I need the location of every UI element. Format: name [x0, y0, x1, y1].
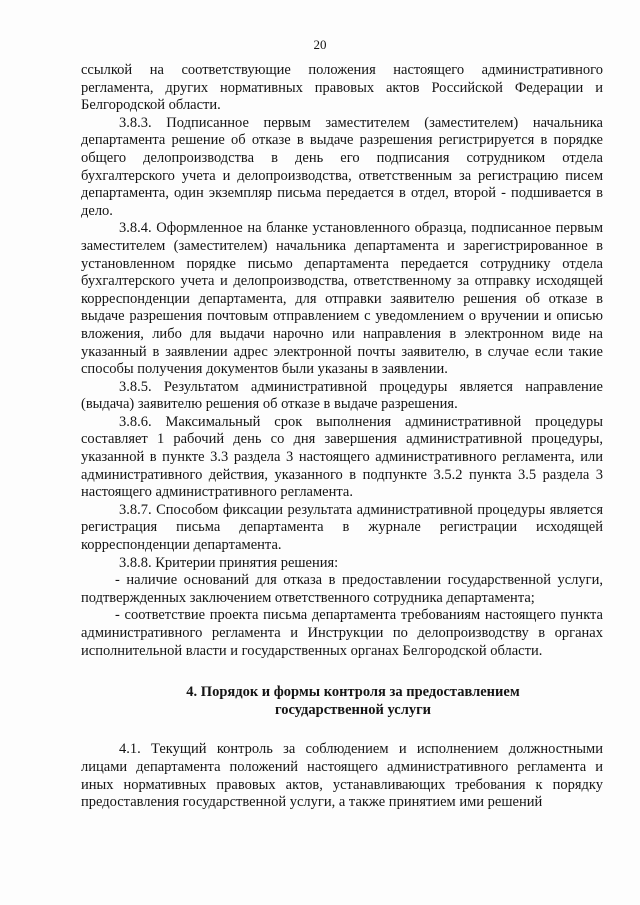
document-body	[81, 62, 603, 812]
paragraph-4-1: 4.1. Текущий контроль за соблюдением и исполнением должностными лицами департамента положений настоящего административного регламента и иных нормативных правовых актов, устанавливающих требования к порядку предоставления государственной услуги, а также принятием ими решений	[81, 741, 603, 811]
criteria-item-2: - соответствие проекта письма департамента требованиям настоящего пункта административного регламента и Инструкции по делопроизводству в органах исполнительной власти и государственных органах Белгородской области.	[81, 607, 603, 659]
paragraph-3-8-5: 3.8.5. Результатом административной процедуры является направление (выдача) заявителю решения об отказе в выдаче разрешения.	[81, 378, 603, 413]
section-heading	[81, 684, 603, 719]
paragraph-continuation: ссылкой на соответствующие положения настоящего административного регламента, других нормативных правовых актов Российской Федерации и Белгородской области.	[81, 62, 603, 114]
paragraph-3-8-7: 3.8.7. Способом фиксации результата административной процедуры является регистрация письма департамента в журнале регистрации исходящей корреспонденции департамента.	[81, 501, 603, 554]
section-heading-line-2: государственной услуги	[274, 701, 432, 718]
paragraph-3-8-4: 3.8.4. Оформленное на бланке установленного образца, подписанное первым заместителем (заместителем) начальника департамента и зарегистрированное в установленном порядке письмо департамента передается сотруднику отдела бухгалтерского учета и делопроизводства, ответственному за отправку исходящей корреспонденции департамента, для отправки заявителю решения об отказе в выдаче разрешения почтовым отправлением с уведомлением о вручении и описью вложения, либо для выдачи нарочно или направления в электронном виде на указанный в заявлении адрес электронной почты заявителю, в случае если такие способы получения документов были указаны в заявлении.	[81, 220, 603, 378]
paragraph-3-8-8: 3.8.8. Критерии принятия решения:	[119, 554, 339, 571]
page-number: 20	[313, 37, 327, 52]
section-heading-line-1: 4. Порядок и формы контроля за предоставлением	[186, 684, 520, 701]
paragraph-3-8-6: 3.8.6. Максимальный срок выполнения административной процедуры составляет 1 рабочий день со дня завершения административной процедуры, указанной в пункте 3.3 раздела 3 настоящего административного регламента, или административного действия, указанного в подпункте 3.5.2 пункта 3.5 раздела 3 настоящего административного регламента.	[81, 413, 603, 501]
paragraph-3-8-3: 3.8.3. Подписанное первым заместителем (заместителем) начальника департамента решение об отказе в выдаче разрешения регистрируется в порядке общего делопроизводства в день его подписания сотрудником отдела бухгалтерского учета и делопроизводства, ответственным за регистрацию писем департамента, один экземпляр письма передается в отдел, второй - подшивается в дело.	[81, 114, 603, 219]
criteria-item-1: - наличие оснований для отказа в предоставлении государственной услуги, подтвержденных заключением ответственного сотрудника департамента;	[81, 572, 603, 606]
